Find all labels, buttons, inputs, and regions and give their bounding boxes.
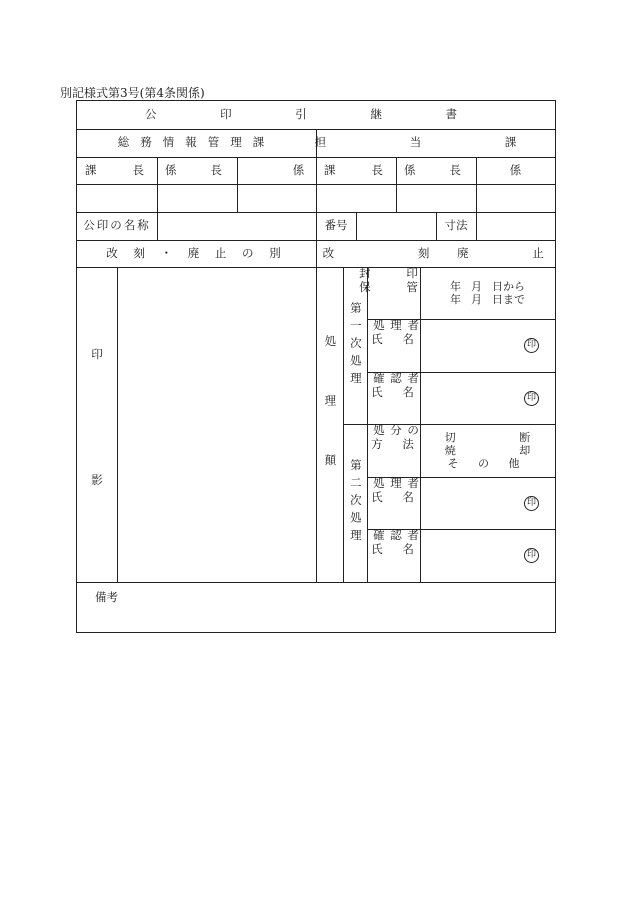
first-confirmer-field[interactable]	[420, 372, 555, 424]
label-line: 処 理 者	[373, 318, 420, 332]
type-option-recarve[interactable]: 改 刻	[322, 245, 470, 260]
date-to	[450, 293, 525, 306]
label-line: 氏 名	[371, 331, 422, 346]
role-subchief-left	[157, 157, 256, 185]
seal-icon: 印	[524, 496, 539, 511]
signature-cell[interactable]	[476, 184, 555, 212]
first-handler-field[interactable]	[420, 319, 555, 372]
seal-area-bottom-label: 影	[91, 473, 103, 488]
label-line: 方 法	[371, 436, 422, 451]
signature-cell[interactable]	[77, 184, 157, 212]
label-line: 氏 名	[371, 489, 422, 504]
signature-cell[interactable]	[237, 184, 316, 212]
role-chief-left	[77, 157, 180, 185]
first-confirmer-label	[367, 372, 420, 424]
seal-icon: 印	[524, 548, 539, 563]
role-label: 係長	[165, 163, 256, 178]
role-label: 係	[509, 163, 522, 178]
label-line: 確 認 者	[373, 371, 420, 385]
month-label: 月	[471, 293, 482, 306]
day-label: 日から	[492, 279, 525, 293]
right-department: 担 当 課	[314, 135, 557, 150]
seal-icon: 印	[524, 391, 539, 406]
seal-icon: 印	[524, 338, 539, 353]
year-label: 年	[450, 293, 461, 306]
role-label: 課長	[324, 163, 419, 178]
left-department: 総務情報管理課	[117, 135, 276, 150]
form-title: 公 印 引 継 書	[144, 107, 488, 122]
role-label: 課長	[85, 163, 180, 178]
second-process-text: 第二次処理	[348, 459, 363, 547]
seal-name-field[interactable]	[157, 212, 316, 240]
role-label: 係	[292, 163, 305, 178]
signature-cell[interactable]	[316, 184, 396, 212]
label-line: 氏 名	[371, 541, 422, 556]
form-caption: 別記様式第3号(第4条関係)	[60, 86, 205, 100]
size-field[interactable]	[476, 212, 555, 240]
process-label	[316, 267, 343, 582]
process-label-text: 処理顛	[323, 335, 338, 514]
role-chief-right	[316, 157, 419, 185]
storage-period[interactable]	[420, 267, 555, 319]
method-cut[interactable]: 切 断	[444, 430, 561, 444]
first-process-text: 第一次処理	[348, 301, 363, 390]
disposal-method-options[interactable]	[420, 424, 561, 477]
seal-area-top-label: 印	[91, 346, 103, 361]
disposal-method-label	[367, 424, 420, 477]
method-other[interactable]: そ の 他	[447, 457, 528, 471]
role-subchief-right	[396, 157, 495, 185]
label-line: 氏 名	[371, 384, 422, 399]
type-option-abolish[interactable]: 廃 止	[457, 245, 574, 260]
label-line: 確 認 者	[373, 528, 420, 542]
remarks-field[interactable]	[137, 583, 555, 632]
second-handler-field[interactable]	[420, 477, 555, 529]
label-line: 封 印	[359, 266, 434, 280]
label-line: 保 管	[359, 279, 434, 294]
seal-storage-label	[359, 266, 434, 319]
year-label: 年	[450, 279, 461, 293]
label-line: 処 分 の	[373, 423, 420, 437]
seal-transfer-form	[76, 100, 574, 633]
month-label: 月	[471, 279, 482, 293]
date-from	[450, 280, 525, 293]
remarks-label: 備考	[95, 590, 118, 605]
day-label: 日まで	[492, 293, 525, 306]
role-label: 係長	[404, 163, 495, 178]
seal-impression-box[interactable]	[117, 267, 316, 582]
first-handler-label	[367, 319, 420, 372]
second-confirmer-field[interactable]	[420, 529, 555, 582]
role-staff-left	[237, 157, 316, 185]
signature-cell[interactable]	[157, 184, 237, 212]
number-field[interactable]	[356, 212, 436, 240]
role-staff-right	[476, 157, 555, 185]
type-label: 改 刻 ・ 廃 止 の 別	[106, 245, 287, 260]
label-line: 処 理 者	[373, 476, 420, 490]
method-burn[interactable]: 焼 却	[444, 443, 561, 457]
second-process-label	[343, 424, 367, 582]
signature-cell[interactable]	[396, 184, 476, 212]
seal-name-label: 公印の名称	[83, 218, 151, 233]
second-confirmer-label	[367, 529, 420, 582]
size-label: 寸法	[444, 218, 468, 233]
second-handler-label	[367, 477, 420, 529]
number-label: 番号	[324, 218, 348, 233]
